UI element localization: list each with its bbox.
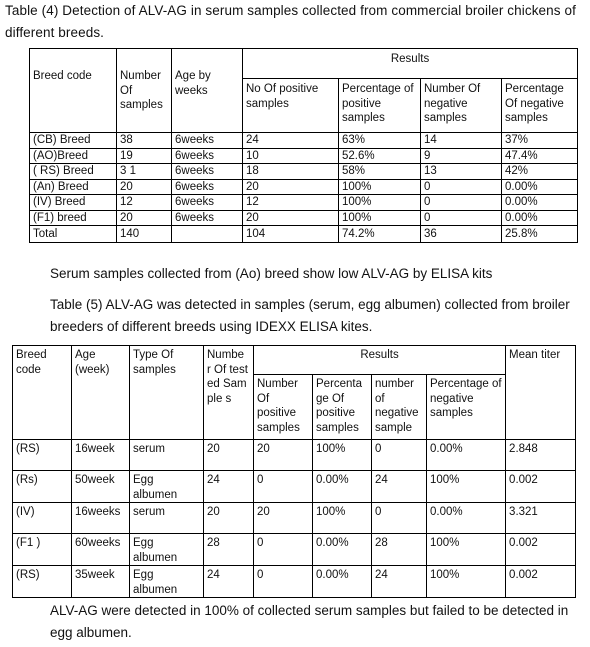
table-cell: 6weeks — [172, 148, 243, 164]
t5-header-pct-positive: Percenta ge Of positive samples — [313, 375, 372, 440]
table-cell: 100% — [313, 440, 372, 471]
table-cell: (IV) — [13, 503, 72, 534]
table-cell: 16weeks — [72, 503, 130, 534]
table-cell: 28 — [204, 534, 254, 566]
total-cell: 25.8% — [502, 226, 578, 243]
table-cell: 0 — [372, 440, 427, 471]
table-cell: 100% — [339, 195, 421, 211]
table-row — [30, 195, 578, 211]
table-cell: Egg albumen — [130, 566, 204, 598]
table-cell: 2.848 — [506, 440, 576, 471]
table-cell: 3 1 — [117, 164, 172, 180]
t5-header-number-negative: number of negative sample — [372, 375, 427, 440]
table-cell: 100% — [339, 179, 421, 195]
total-cell: 140 — [117, 226, 172, 243]
table-cell: 9 — [421, 148, 502, 164]
table-cell: 10 — [243, 148, 339, 164]
table-cell: 20 — [254, 440, 313, 471]
table-cell: 0.00% — [313, 471, 372, 503]
table-cell: 24 — [372, 471, 427, 503]
table-cell: 0 — [254, 471, 313, 503]
table-cell: 0.00% — [427, 503, 506, 534]
table-cell: 63% — [339, 133, 421, 149]
table-cell: 60weeks — [72, 534, 130, 566]
t5-header-age: Age (week) — [72, 346, 130, 440]
table-cell: 35week — [72, 566, 130, 598]
table-cell: 0 — [421, 195, 502, 211]
table-cell: 38 — [117, 133, 172, 149]
table-cell: (CB) Breed — [30, 133, 117, 149]
table-row — [30, 164, 578, 180]
table-cell: 0.00% — [427, 440, 506, 471]
table-cell: (RS) — [13, 566, 72, 598]
t5-header-type: Type Of samples — [130, 346, 204, 440]
table-cell: serum — [130, 440, 204, 471]
table-cell: Egg albumen — [130, 471, 204, 503]
t4-header-no-positive: No Of positive samples — [243, 79, 339, 133]
t4-header-num-negative: Number Of negative samples — [421, 79, 502, 133]
t5-header-number-tested: Numbe r Of tested Sample s — [204, 346, 254, 440]
table-cell: 0 — [254, 566, 313, 598]
table-cell: 24 — [204, 471, 254, 503]
table-cell: 37% — [502, 133, 578, 149]
table-cell: Egg albumen — [130, 534, 204, 566]
table-cell: 100% — [427, 566, 506, 598]
table-cell: 20 — [254, 503, 313, 534]
t5-header-pct-negative: Percentage of negative samples — [427, 375, 506, 440]
table-cell: 47.4% — [502, 148, 578, 164]
table-cell: 0.00% — [502, 195, 578, 211]
table-cell: 100% — [427, 471, 506, 503]
t5-header-mean-titer: Mean titer — [506, 346, 576, 440]
table-row — [30, 148, 578, 164]
table-cell: 58% — [339, 164, 421, 180]
table-row — [13, 471, 576, 503]
t5-header-results: Results — [254, 346, 506, 375]
table-cell: 0.00% — [502, 210, 578, 226]
table-cell: 0.002 — [506, 534, 576, 566]
table-cell: serum — [130, 503, 204, 534]
table-cell: 6weeks — [172, 133, 243, 149]
table-cell: 13 — [421, 164, 502, 180]
table-cell: 20 — [243, 179, 339, 195]
table-row — [13, 503, 576, 534]
table-cell: 0 — [254, 534, 313, 566]
table-row — [13, 566, 576, 598]
table-cell: 20 — [117, 179, 172, 195]
table-cell: 52.6% — [339, 148, 421, 164]
table-cell: 0.00% — [502, 179, 578, 195]
table-row — [30, 210, 578, 226]
table-cell: (F1 ) — [13, 534, 72, 566]
table-cell: (F1) breed — [30, 210, 117, 226]
total-cell: Total — [30, 226, 117, 243]
table-cell: 16week — [72, 440, 130, 471]
table-cell: 100% — [427, 534, 506, 566]
t4-header-pct-positive: Percentage of positive samples — [339, 79, 421, 133]
table-cell: 0 — [372, 503, 427, 534]
table-cell: 20 — [204, 440, 254, 471]
table4-note: Serum samples collected from (Ao) breed show low ALV-AG by ELISA kits — [50, 266, 493, 281]
table-cell: (AO)Breed — [30, 148, 117, 164]
table-cell: 50week — [72, 471, 130, 503]
t4-header-breed-code: Breed code — [30, 49, 117, 133]
table5 — [12, 345, 576, 598]
table5-title: Table (5) ALV-AG was detected in samples (serum, egg albumen) collected from broiler breeders of different breeds using IDEXX ELISA kites. — [50, 297, 570, 334]
table-cell: 20 — [243, 210, 339, 226]
t4-header-age: Age by weeks — [172, 49, 243, 133]
total-cell: 36 — [421, 226, 502, 243]
table-cell: 0.002 — [506, 566, 576, 598]
table-row — [13, 440, 576, 471]
table-cell: 19 — [117, 148, 172, 164]
table-row — [30, 179, 578, 195]
total-cell: 74.2% — [339, 226, 421, 243]
table-cell: 12 — [243, 195, 339, 211]
total-cell: 104 — [243, 226, 339, 243]
table-cell: (Rs) — [13, 471, 72, 503]
table-cell: 24 — [372, 566, 427, 598]
table-cell: 3.321 — [506, 503, 576, 534]
table-cell: (IV) Breed — [30, 195, 117, 211]
table-cell: 12 — [117, 195, 172, 211]
table-cell: 0.00% — [313, 534, 372, 566]
table-cell: 6weeks — [172, 210, 243, 226]
table-cell: 6weeks — [172, 164, 243, 180]
t4-header-number-samples: Number Of samples — [117, 49, 172, 133]
t5-header-breed-code: Breed code — [13, 346, 72, 440]
t4-header-pct-negative: Percentage Of negative samples — [502, 79, 578, 133]
table-cell: 24 — [204, 566, 254, 598]
table-cell: (An) Breed — [30, 179, 117, 195]
table-cell: 0 — [421, 179, 502, 195]
table-cell: (RS) — [13, 440, 72, 471]
table-cell: 100% — [313, 503, 372, 534]
table-cell: 6weeks — [172, 179, 243, 195]
table4-title: Table (4) Detection of ALV-AG in serum samples collected from commercial broiler chickens of different breeds. — [5, 3, 576, 40]
table-row — [13, 534, 576, 566]
table-cell: 28 — [372, 534, 427, 566]
table-cell: 42% — [502, 164, 578, 180]
table-cell: 6weeks — [172, 195, 243, 211]
table-cell: 18 — [243, 164, 339, 180]
table4 — [29, 48, 578, 243]
t4-header-results: Results — [243, 49, 578, 79]
total-cell — [172, 226, 243, 243]
table-cell: ( RS) Breed — [30, 164, 117, 180]
t5-header-number-positive: Number Of positive samples — [254, 375, 313, 440]
table-cell: 20 — [204, 503, 254, 534]
table-cell: 24 — [243, 133, 339, 149]
table-cell: 0.002 — [506, 471, 576, 503]
table-cell: 20 — [117, 210, 172, 226]
table-cell: 14 — [421, 133, 502, 149]
table-total-row — [30, 226, 578, 243]
table5-note: ALV-AG were detected in 100% of collected serum samples but failed to be detected in egg albumen. — [50, 603, 569, 640]
table-cell: 0.00% — [313, 566, 372, 598]
table-cell: 0 — [421, 210, 502, 226]
table-cell: 100% — [339, 210, 421, 226]
table-row — [30, 133, 578, 149]
